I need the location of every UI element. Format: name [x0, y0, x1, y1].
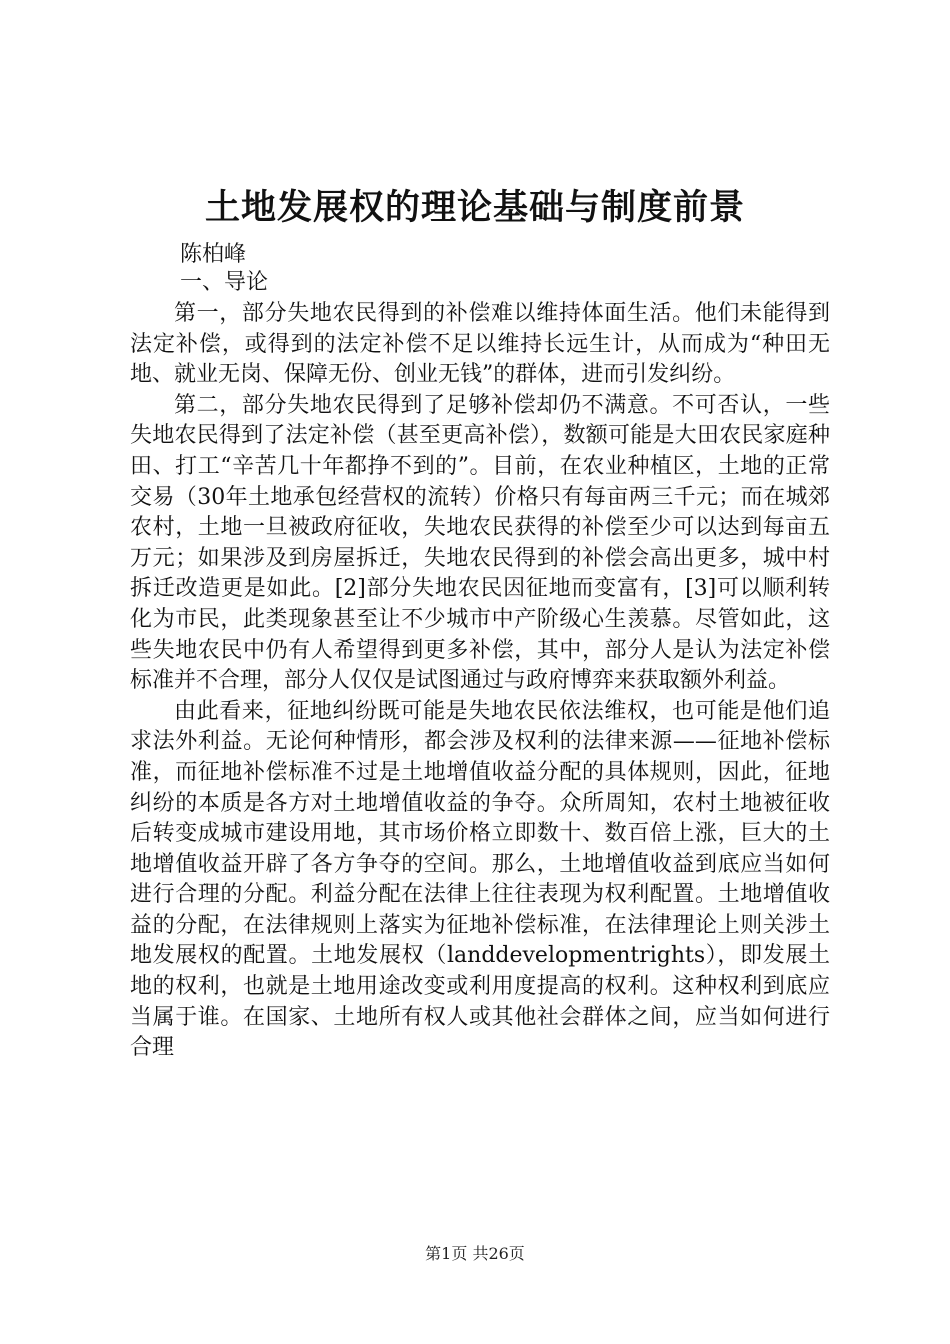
body-text: [130, 299, 830, 1064]
paragraph: 第一，部分失地农民得到的补偿难以维持体面生活。他们未能得到法定补偿，或得到的法定补偿不足以维持长远生计，从而成为“种田无地、就业无岗、保障无份、创业无钱”的群体，进而引发纠纷。: [130, 301, 830, 388]
page-number: 第1页 共26页: [425, 1244, 525, 1263]
paragraph: 由此看来，征地纠纷既可能是失地农民依法维权，也可能是他们追求法外利益。无论何种情形，都会涉及权利的法律来源——征地补偿标准，而征地补偿标准不过是土地增值收益分配的具体规则，因此，征地纠纷的本质是各方对土地增值收益的争夺。众所周知，农村土地被征收后转变成城市建设用地，其市场价格立即数十、数百倍上涨，巨大的土地增值收益开辟了各方争夺的空间。那么，土地增值收益到底应当如何进行合理的分配。利益分配在法律上往往表现为权利配置。土地增值收益的分配，在法律规则上落实为征地补偿标准，在法律理论上则关涉土地发展权的配置。土地发展权（landdevelopmentrights），即发展土地的权利，也就是土地用途改变或利用度提高的权利。这种权利到底应当属于谁。在国家、土地所有权人或其他社会群体之间，应当如何进行合理: [130, 698, 830, 1061]
author-name: 陈柏峰: [180, 242, 247, 267]
page-title: 土地发展权的理论基础与制度前景: [204, 187, 745, 228]
section-heading: 一、导论: [180, 270, 269, 295]
paragraph: 第二，部分失地农民得到了足够补偿却仍不满意。不可否认，一些失地农民得到了法定补偿（甚至更高补偿），数额可能是大田农民家庭种田、打工“辛苦几十年都挣不到的”。目前，在农业种植区，土地的正常交易（30年土地承包经营权的流转）价格只有每亩两三千元；而在城郊农村，土地一旦被政府征收，失地农民获得的补偿至少可以达到每亩五万元；如果涉及到房屋拆迁，失地农民得到的补偿会高出更多，城中村拆迁改造更是如此。[2]部分失地农民因征地而变富有，[3]可以顺利转化为市民，此类现象甚至让不少城市中产阶级心生羡慕。尽管如此，这些失地农民中仍有人希望得到更多补偿，其中，部分人是认为法定补偿标准并不合理，部分人仅仅是试图通过与政府博弈来获取额外利益。: [130, 392, 830, 694]
